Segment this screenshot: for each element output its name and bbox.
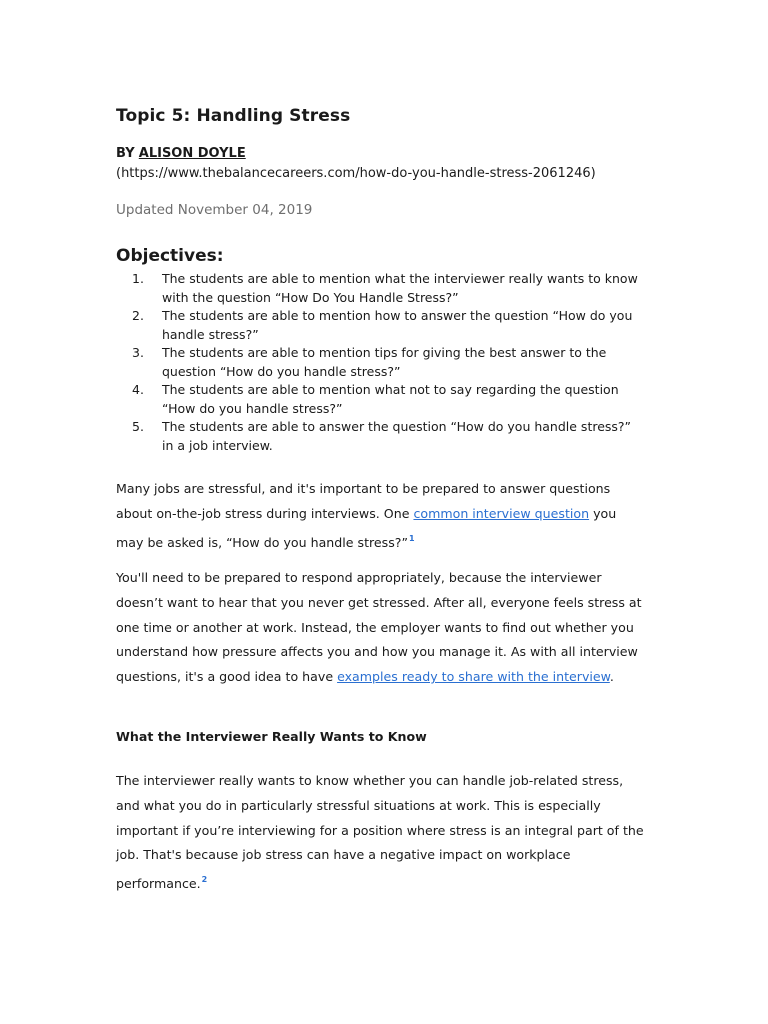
list-item <box>116 270 646 307</box>
list-item <box>116 418 646 455</box>
list-item-number: 4. <box>132 382 144 397</box>
context-paragraph <box>116 566 646 690</box>
paragraph-text: You'll need to be prepared to respond appropriately, because the interviewer doesn’t want to hear that you never get stressed. After all, everyone feels stress at one time or another at work. Instead, the employer wants to find out whether you understand how pressure affects you and how you manage it. As with all interview questions, it's a good idea to have <box>116 570 642 685</box>
source-url: (https://www.thebalancecareers.com/how-do-you-handle-stress-2061246) <box>116 166 596 181</box>
list-item <box>116 381 646 418</box>
paragraph-text: you may be asked is, “How do you handle stress?” <box>116 505 617 550</box>
objectives-heading: Objectives: <box>116 246 224 266</box>
paragraph-text: The interviewer really wants to know whether you can handle job-related stress, and what you do in particularly stressful situations at work. This is especially important if you’re interviewing for a position where stress is an integral part of the job. That's because job stress can have a negative impact on workplace performance. <box>116 773 644 892</box>
list-item-text: The students are able to mention how to answer the question “How do you handle stress?” <box>162 308 633 342</box>
list-item <box>116 344 646 381</box>
section-paragraph <box>116 769 646 897</box>
document-title: Topic 5: Handling Stress <box>116 106 351 126</box>
by-label: BY <box>116 146 135 161</box>
list-item-number: 5. <box>132 419 144 434</box>
paragraph-text: . <box>609 669 614 685</box>
byline <box>116 146 246 161</box>
list-item-number: 2. <box>132 308 144 323</box>
list-item-number: 1. <box>132 271 144 286</box>
footnote-ref-link[interactable]: 2 <box>201 875 208 885</box>
list-item-text: The students are able to mention tips for giving the best answer to the question “How do you handle stress?” <box>162 345 607 379</box>
list-item <box>116 307 646 344</box>
author-link[interactable]: ALISON DOYLE <box>138 146 246 161</box>
list-item-text: The students are able to mention what the interviewer really wants to know with the question “How Do You Handle Stress?” <box>162 271 638 305</box>
list-item-text: The students are able to answer the question “How do you handle stress?” in a job interview. <box>162 419 632 453</box>
intro-paragraph <box>116 477 646 555</box>
section-heading: What the Interviewer Really Wants to Know <box>116 729 427 744</box>
examples-ready-link[interactable]: examples ready to share with the interview <box>337 669 610 685</box>
objectives-list <box>116 270 646 455</box>
paragraph-text: Many jobs are stressful, and it's important to be prepared to answer questions about on-the-job stress during interviews. One <box>116 481 611 521</box>
list-item-number: 3. <box>132 345 144 360</box>
common-interview-question-link[interactable]: common interview question <box>413 505 590 521</box>
list-item-text: The students are able to mention what not to say regarding the question “How do you handle stress?” <box>162 382 619 416</box>
updated-date: Updated November 04, 2019 <box>116 202 313 218</box>
footnote-ref-link[interactable]: 1 <box>409 533 415 543</box>
